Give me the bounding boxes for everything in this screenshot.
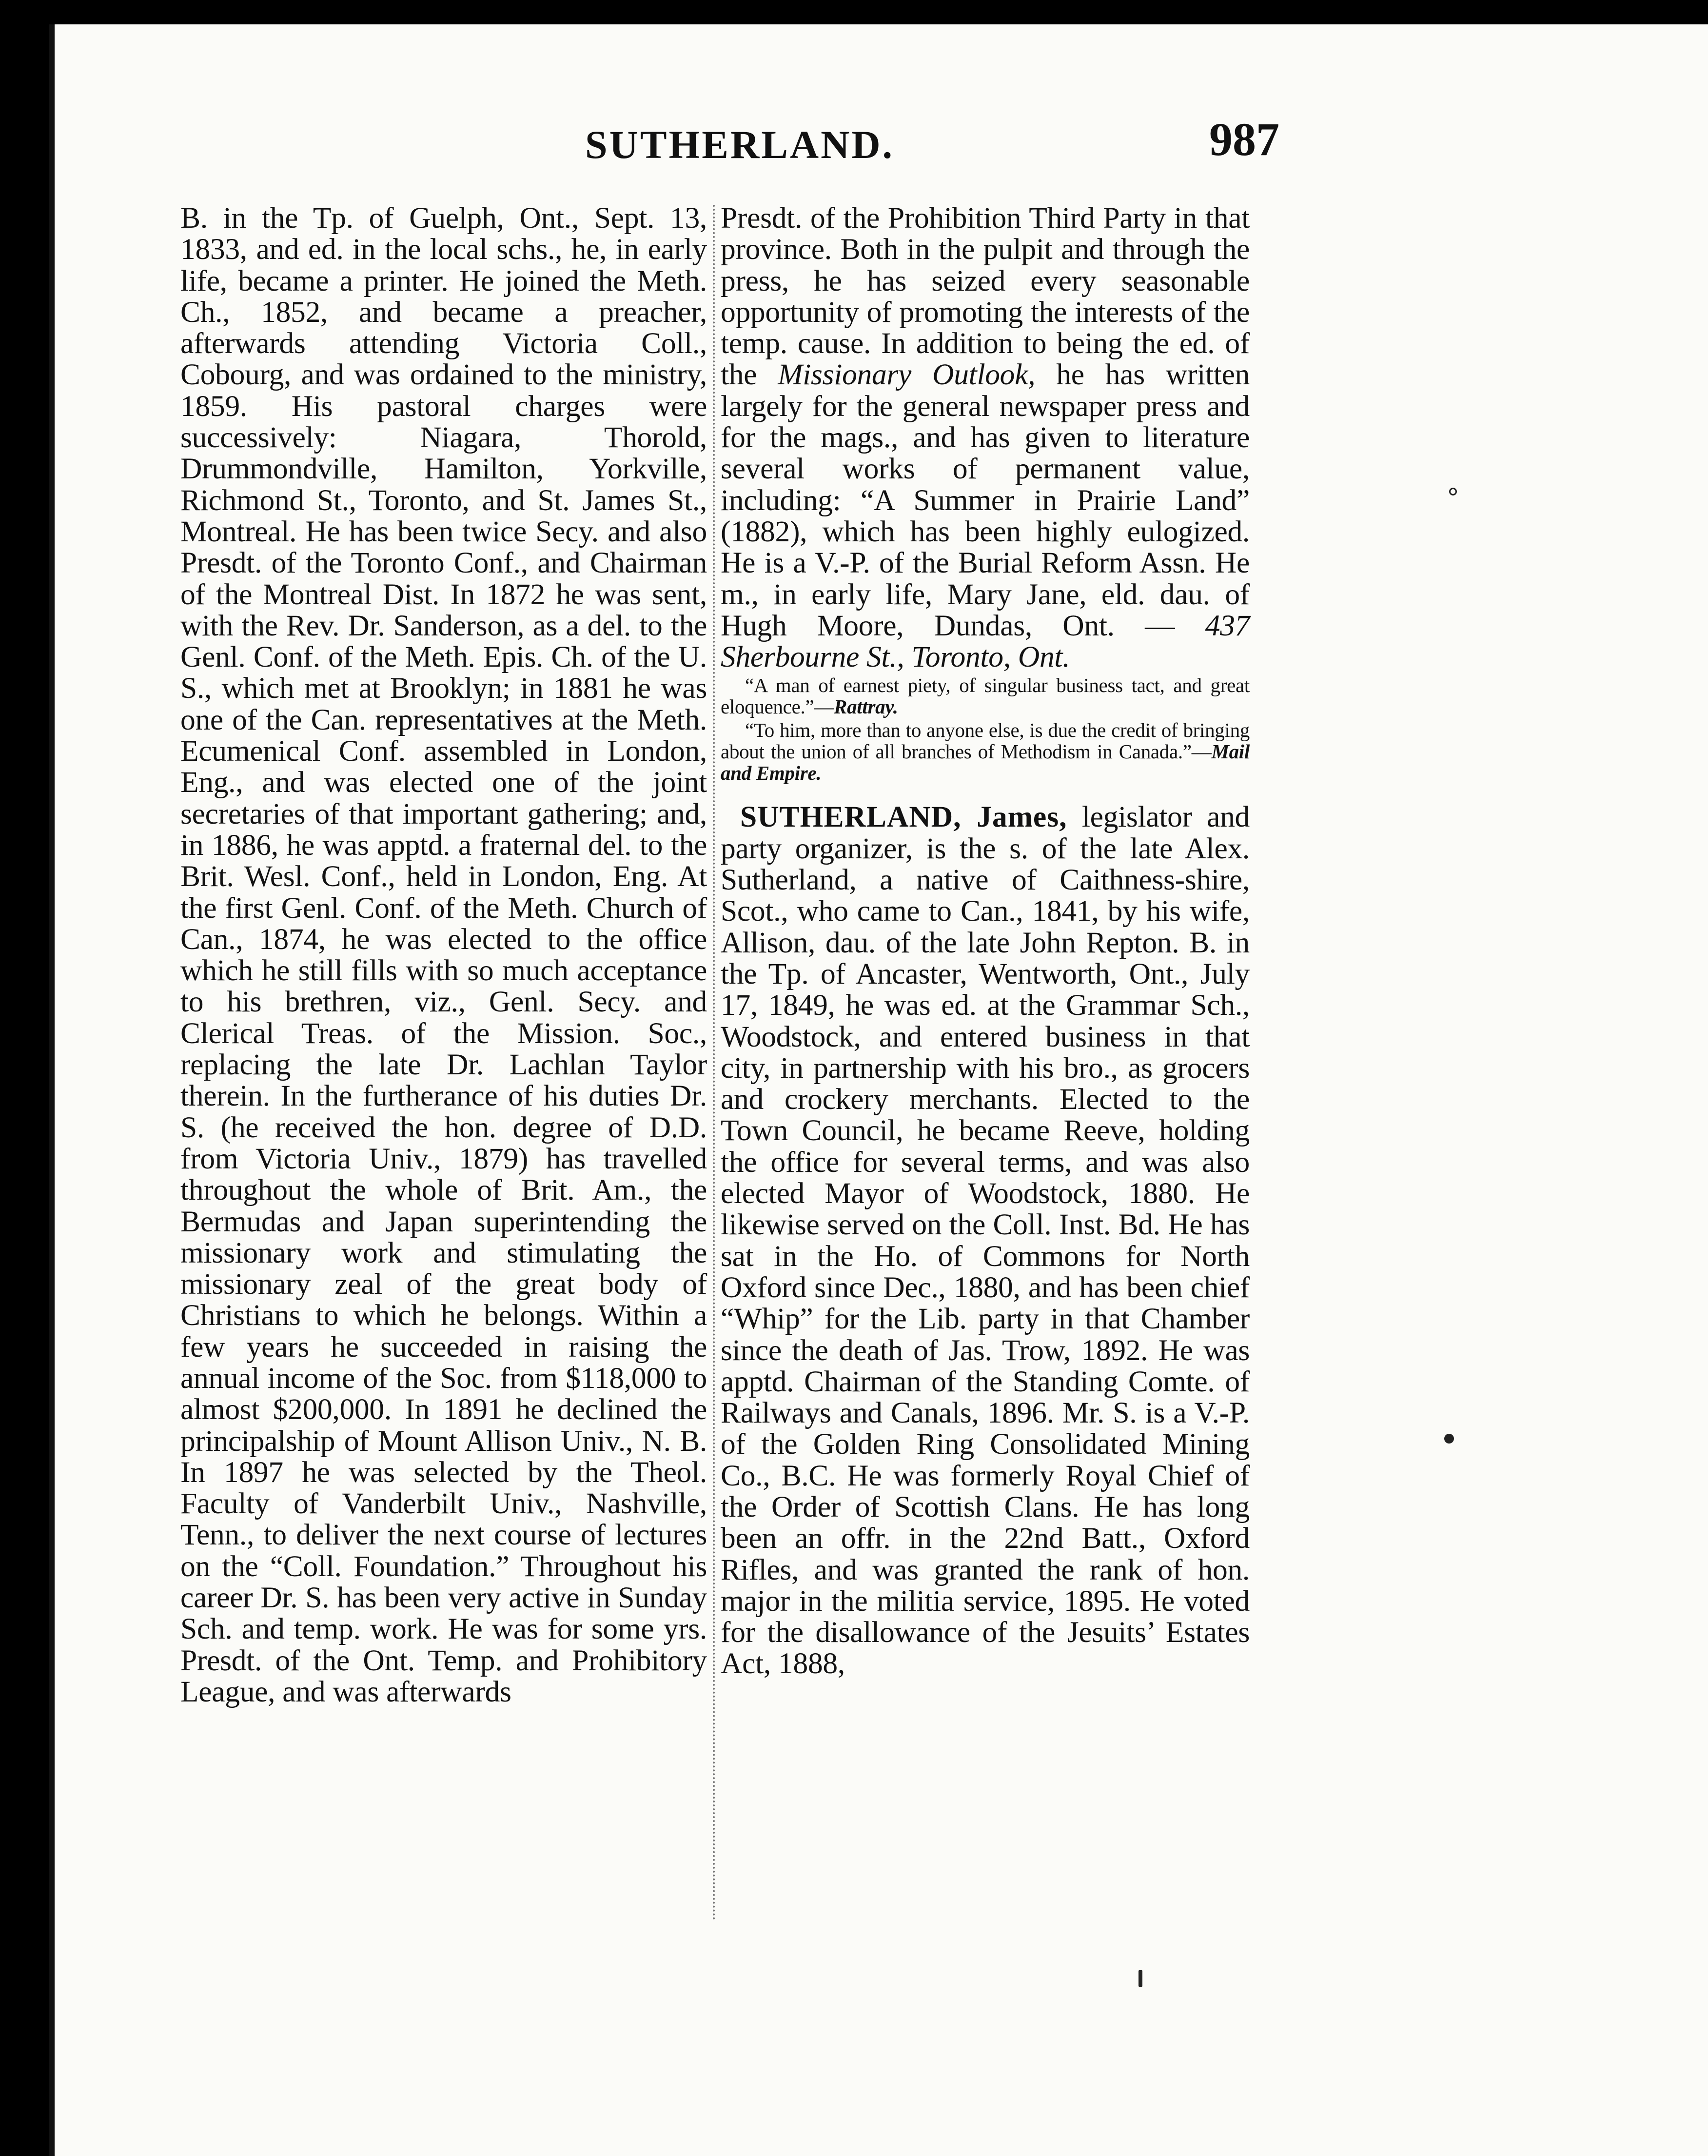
quote-source: Mail and Empire. (721, 740, 1250, 785)
page-number: 987 (1209, 113, 1279, 165)
page-edge-shadow (49, 24, 55, 2156)
right-column (721, 202, 1250, 1680)
continued-text-1: Presdt. of the Prohibition Third Party in that province. Both in the pulpit and through the press, he has seized every seasonable opportunity of promoting the interests of the temp. cause. In addition to being the ed. of the (721, 201, 1250, 392)
scan-speck (1139, 1970, 1142, 1987)
quote-text: “To him, more than to anyone else, is due the credit of bringing about the union of all branches of Methodism in Canada.”— (721, 719, 1250, 763)
entry-text: legislator and party organizer, is the s. of the late Alex. Sutherland, a native of Caithness-shire, Scot., who came to Can., 1841, by his wife, Allison, dau. of the late John Repton. B. in the Tp. of Ancaster, Wentworth, Ont., July 17, 1849, he was ed. at the Grammar Sch., Woodstock, and entered business in that city, in partnership with his bro., as grocers and crockery merchants. Elected to the Town Council, he became Reeve, holding the office for several terms, and was also elected Mayor of Woodstock, 1880. He likewise served on the Coll. Inst. Bd. He has sat in the Ho. of Commons for North Oxford since Dec., 1880, and has been chief “Whip” for the Lib. party in that Chamber since the death of Jas. Trow, 1892. He was apptd. Chairman of the Standing Comte. of Railways and Canals, 1896. Mr. S. is a V.-P. of the Golden Ring Consolidated Mining Co., B.C. He was formerly Royal Chief of the Order of Scottish Clans. He has long been an offr. in the 22nd Batt., Oxford Rifles, and was granted the rank of hon. major in the militia service, 1895. He voted for the disallowance of the Jesuits’ Estates Act, 1888, (721, 800, 1250, 1681)
page-header (49, 93, 1708, 166)
quote-source: Rattray. (834, 695, 898, 718)
scan-speck (1449, 488, 1457, 495)
scan-speck (1444, 1434, 1454, 1444)
address: 437 Sherbourne St., Toronto, Ont. (721, 609, 1250, 674)
quote-text: “A man of earnest piety, of singular business tact, and great eloquence.”— (721, 674, 1250, 718)
continued-entry (721, 202, 1250, 673)
continued-text-2: he has written largely for the general newspaper press and for the mags., and has given to literature several works of permanent value, including: “A Summer in Prairie Land” (1882), which has been highly eulogized. He is a V.-P. of the Burial Reform Assn. He m., in early life, Mary Jane, eld. dau. of Hugh Moore, Dundas, Ont. — (721, 358, 1250, 642)
publication-title: Missionary Outlook, (778, 358, 1036, 392)
quote-mail-and-empire (721, 719, 1250, 784)
running-head: SUTHERLAND. (585, 122, 895, 167)
left-column-text: B. in the Tp. of Guelph, Ont., Sept. 13, 1833, and ed. in the local schs., he, in early life, became a printer. He joined the Meth. Ch., 1852, and became a preacher, afterwards attending Victoria Coll., Cobourg, and was ordained to the ministry, 1859. His pastoral charges were successively: Niagara, Thorold, Drummondville, Hamilton, Yorkville, Richmond St., Toronto, and St. James St., Montreal. He has been twice Secy. and also Presdt. of the Toronto Conf., and Chairman of the Montreal Dist. In 1872 he was sent, with the Rev. Dr. Sanderson, as a del. to the Genl. Conf. of the Meth. Epis. Ch. of the U. S., which met at Brooklyn; in 1881 he was one of the Can. representatives at the Meth. Ecumenical Conf. assembled in London, Eng., and was elected one of the joint secretaries of that important gathering; and, in 1886, he was apptd. a fraternal del. to the Brit. Wesl. Conf., held in London, Eng. At the first Genl. Conf. of the Meth. Church of Can., 1874, he was elected to the office which he still fills with so much acceptance to his brethren, viz., Genl. Secy. and Clerical Treas. of the Mission. Soc., replacing the late Dr. Lachlan Taylor therein. In the furtherance of his duties Dr. S. (he received the hon. degree of D.D. from Victoria Univ., 1879) has travelled throughout the whole of Brit. Am., the Bermudas and Japan superintending the missionary work and stimulating the missionary zeal of the great body of Christians to which he belongs. Within a few years he succeeded in raising the annual income of the Soc. from $118,000 to almost $200,000. In 1891 he declined the principalship of Mount Allison Univ., N. B. In 1897 he was selected by the Theol. Faculty of Vanderbilt Univ., Nashville, Tenn., to deliver the next course of lectures on the “Coll. Foundation.” Throughout his career Dr. S. has been very active in Sunday Sch. and temp. work. He was for some yrs. Presdt. of the Ont. Temp. and Prohibitory League, and was afterwards (180, 201, 707, 1708)
entry-name: SUTHERLAND, James, (740, 800, 1067, 834)
entry-james-sutherland (721, 801, 1250, 1679)
left-column (180, 202, 707, 1707)
quote-rattray (721, 674, 1250, 717)
column-divider (713, 205, 715, 1921)
